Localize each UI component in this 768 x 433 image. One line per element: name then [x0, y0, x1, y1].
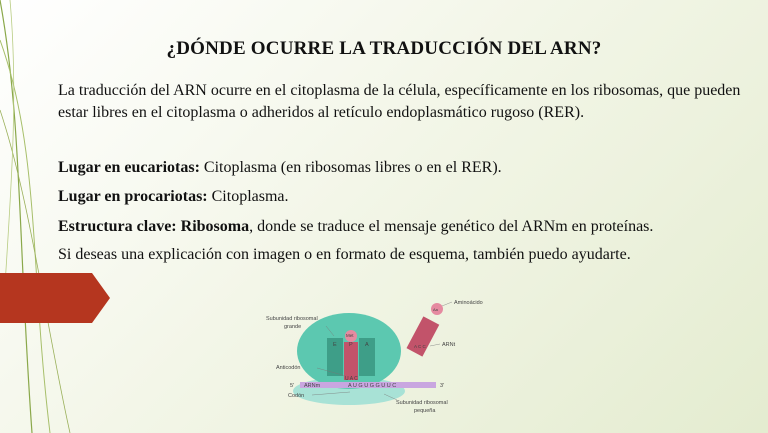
- slide-title: ¿DÓNDE OCURRE LA TRADUCCIÓN DEL ARN?: [166, 38, 602, 59]
- procariotas-text: Citoplasma.: [207, 188, 289, 205]
- estructura-label: Estructura clave: Ribosoma: [58, 218, 250, 235]
- estructura-line: [58, 218, 653, 236]
- eucariotas-line: [58, 159, 502, 177]
- label-site-a: A: [365, 342, 369, 348]
- label-subunidad-grande-2: grande: [284, 324, 302, 330]
- label-subunidad-pequena-2: pequeña: [414, 408, 436, 414]
- offer-line: Si deseas una explicación con imagen o en formato de esquema, también puedo ayudarte.: [58, 246, 631, 263]
- trna-incoming: [406, 316, 439, 356]
- label-subunidad-pequena-1: Subunidad ribosomal: [396, 400, 448, 406]
- label-uac: U A C: [345, 376, 358, 382]
- label-codon: Codón: [288, 393, 305, 399]
- eucariotas-label: Lugar en eucariotas:: [58, 159, 200, 176]
- label-arnt: ARNt: [442, 342, 456, 348]
- label-anticodon: Anticodón: [276, 365, 301, 371]
- label-subunidad-grande-1: Subunidad ribosomal: [266, 316, 318, 322]
- label-aa: Aa: [433, 307, 438, 312]
- label-5prime: 5': [290, 383, 295, 389]
- decorative-lines: [0, 0, 120, 433]
- label-3prime: 3': [440, 383, 445, 389]
- label-met: Met: [346, 333, 354, 338]
- procariotas-line: [58, 188, 289, 206]
- red-arrow-tab: [0, 273, 110, 323]
- eucariotas-text: Citoplasma (en ribosomas libres o en el RER).: [199, 159, 502, 176]
- label-acc: A C C: [414, 344, 426, 349]
- label-site-p: P: [349, 342, 353, 348]
- ribosome-diagram: [262, 296, 492, 424]
- label-site-e: E: [333, 342, 337, 348]
- label-aminoacido: Aminoácido: [454, 300, 483, 306]
- procariotas-label: Lugar en procariotas:: [58, 188, 208, 205]
- label-sequence: A U G U G G U U C: [348, 383, 397, 389]
- label-arnm: ARNm: [304, 383, 321, 389]
- estructura-text: , donde se traduce el mensaje genético del ARNm en proteínas.: [249, 218, 654, 235]
- intro-paragraph: La traducción del ARN ocurre en el citoplasma de la célula, específicamente en los ribosomas, que pueden estar libres en el citoplasma o adheridos al retículo endoplasmático rugoso (RER).: [58, 82, 741, 121]
